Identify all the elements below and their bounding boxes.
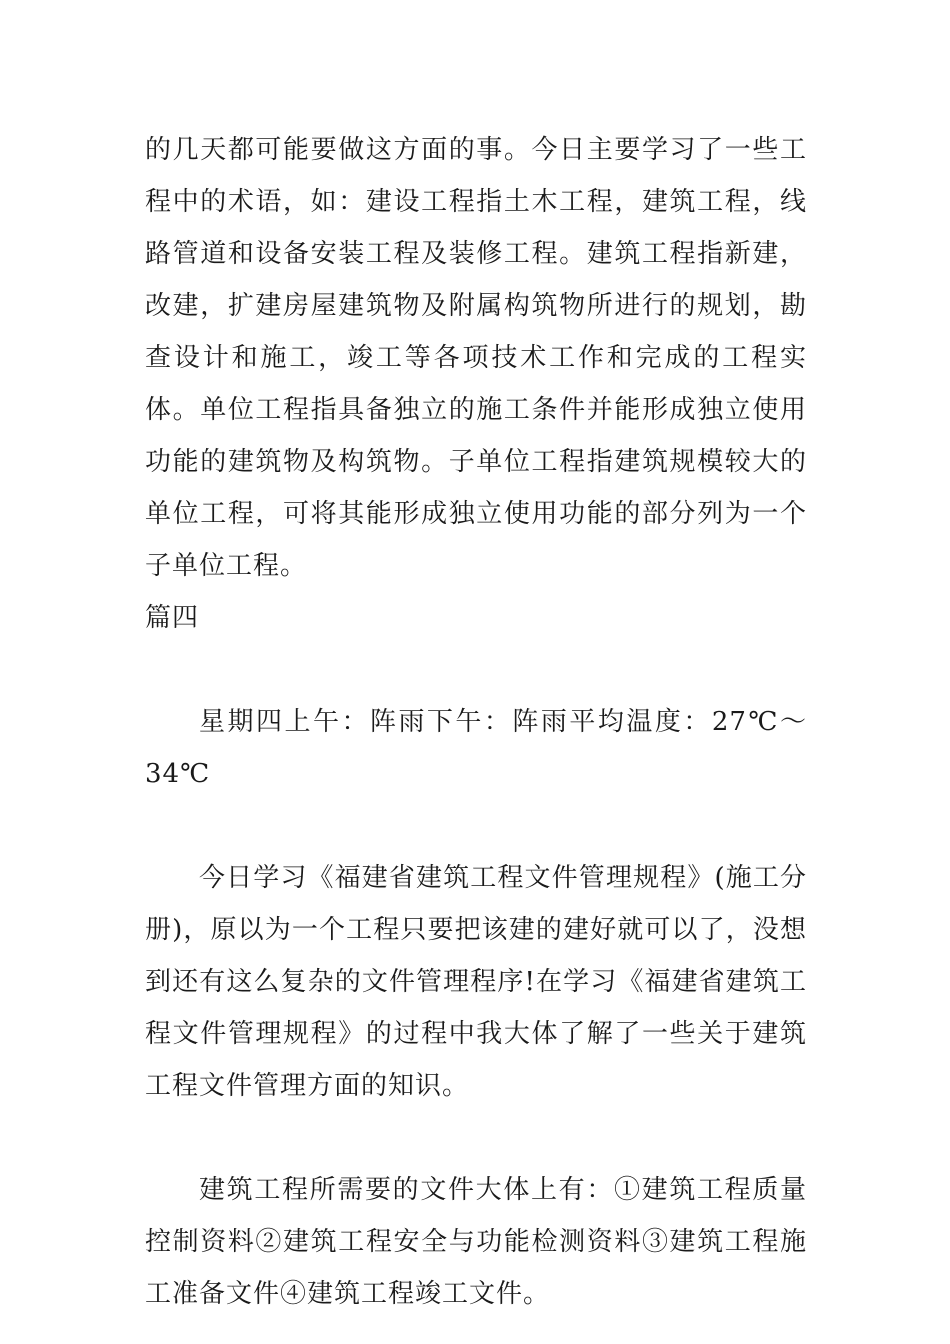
paragraph-continued: 的几天都可能要做这方面的事。今日主要学习了一些工程中的术语，如：建设工程指土木工程，建筑工程，线路管道和设备安装工程及装修工程。建筑工程指新建，改建，扩建房屋建筑物及附属构筑物所进行的规划，勘查设计和施工，竣工等各项技术工作和完成的工程实体。单位工程指具备独立的施工条件并能形成独立使用功能的建筑物及构筑物。子单位工程指建筑规模较大的单位工程，可将其能形成独立使用功能的部分列为一个子单位工程。 xyxy=(145,135,807,581)
blank-line xyxy=(145,644,807,696)
weather-line: 星期四上午：阵雨下午：阵雨平均温度：27℃～34℃ xyxy=(145,707,807,789)
blank-line xyxy=(145,1112,807,1164)
paragraph-study: 今日学习《福建省建筑工程文件管理规程》(施工分册)，原以为一个工程只要把该建的建好就可以了，没想到还有这么复杂的文件管理程序!在学习《福建省建筑工程文件管理规程》的过程中我大体了解了一些关于建筑工程文件管理方面的知识。 xyxy=(145,863,807,1101)
section-heading: 篇四 xyxy=(145,603,200,633)
blank-line xyxy=(145,800,807,852)
document-body xyxy=(145,124,807,1320)
paragraph-files: 建筑工程所需要的文件大体上有：①建筑工程质量控制资料②建筑工程安全与功能检测资料③建筑工程施工准备文件④建筑工程竣工文件。 xyxy=(145,1175,807,1309)
